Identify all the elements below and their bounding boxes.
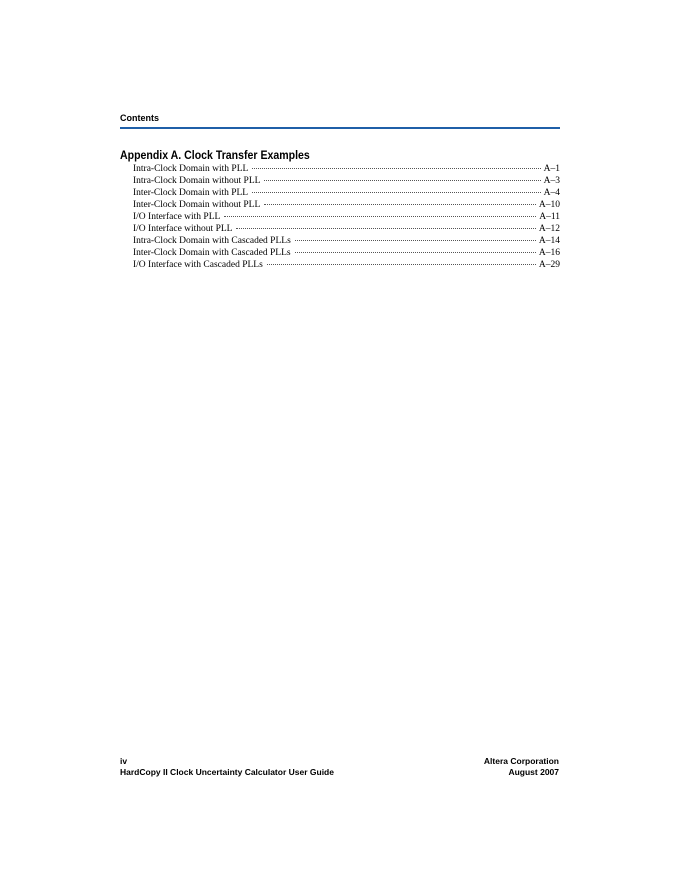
toc-dot-leader <box>264 204 536 205</box>
toc-entry-title: Inter-Clock Domain with PLL <box>133 188 249 198</box>
toc-entry-page: A–4 <box>543 188 560 198</box>
toc-entry[interactable] <box>133 247 560 259</box>
toc-dot-leader <box>252 192 541 193</box>
toc-entry-title: Intra-Clock Domain without PLL <box>133 176 261 186</box>
toc-dot-leader <box>267 264 536 265</box>
toc-entry-title: Intra-Clock Domain with PLL <box>133 164 249 174</box>
toc-entry-page: A–14 <box>538 236 560 246</box>
toc-dot-leader <box>224 216 536 217</box>
header-rule <box>120 127 560 129</box>
toc-entry-page: A–3 <box>543 176 560 186</box>
footer-right <box>484 756 559 778</box>
running-header: Contents <box>120 113 159 123</box>
toc-entry-title: Inter-Clock Domain without PLL <box>133 200 261 210</box>
toc-entry[interactable] <box>133 163 560 175</box>
toc-entry-title: I/O Interface with Cascaded PLLs <box>133 260 263 270</box>
footer-document-title: HardCopy II Clock Uncertainty Calculator User Guide <box>120 767 334 777</box>
footer-left <box>120 756 334 778</box>
toc-entry[interactable] <box>133 223 560 235</box>
toc-entry-title: Intra-Clock Domain with Cascaded PLLs <box>133 236 291 246</box>
toc-dot-leader <box>264 180 540 181</box>
toc-dot-leader <box>236 228 535 229</box>
toc-entry-page: A–11 <box>539 212 560 222</box>
toc-entry[interactable] <box>133 175 560 187</box>
toc-dot-leader <box>295 252 536 253</box>
footer-date: August 2007 <box>508 767 559 777</box>
toc-entry-title: I/O Interface with PLL <box>133 212 221 222</box>
toc-entry[interactable] <box>133 187 560 199</box>
toc-entry[interactable] <box>133 199 560 211</box>
toc-entry[interactable] <box>133 259 560 271</box>
toc-entry-title: I/O Interface without PLL <box>133 224 233 234</box>
toc-dot-leader <box>252 168 540 169</box>
toc-dot-leader <box>295 240 536 241</box>
footer-company: Altera Corporation <box>483 756 559 766</box>
toc-entry-page: A–12 <box>538 224 560 234</box>
section-title: Appendix A. Clock Transfer Examples <box>120 148 310 162</box>
toc-entry-page: A–16 <box>538 248 560 258</box>
toc-entry-title: Inter-Clock Domain with Cascaded PLLs <box>133 248 291 258</box>
footer-page-number: iv <box>120 756 128 766</box>
toc-entry-page: A–29 <box>538 260 560 270</box>
toc-entry[interactable] <box>133 211 560 223</box>
toc-entry[interactable] <box>133 235 560 247</box>
toc-entry-page: A–1 <box>543 164 560 174</box>
table-of-contents <box>133 163 560 271</box>
toc-entry-page: A–10 <box>538 200 560 210</box>
